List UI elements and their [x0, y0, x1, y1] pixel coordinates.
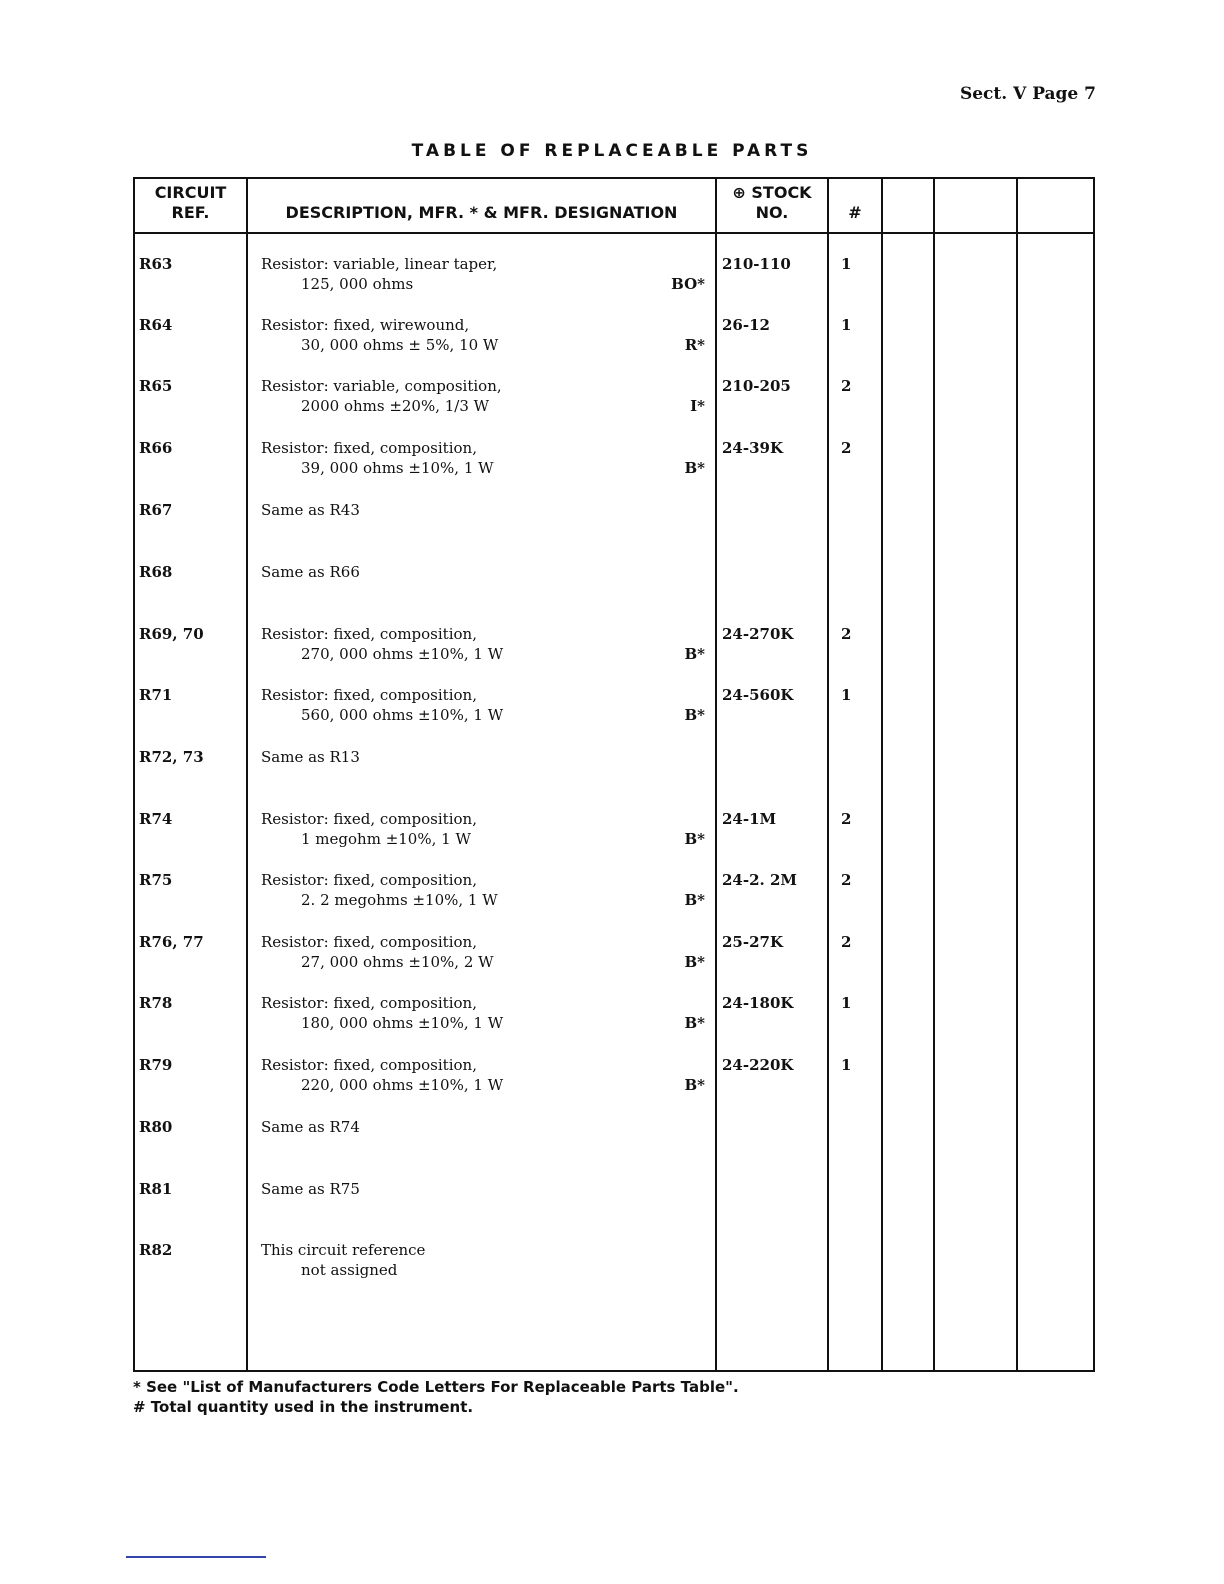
- circuit-ref: R74: [139, 810, 173, 828]
- circuit-ref: R82: [139, 1241, 173, 1259]
- stock-number: 25-27K: [722, 933, 784, 951]
- table-row: [135, 748, 1093, 802]
- quantity: 1: [841, 994, 852, 1012]
- mfr-code: B*: [684, 830, 705, 848]
- stock-number: 24-2. 2M: [722, 871, 798, 889]
- table-row: [135, 871, 1093, 925]
- description-line1: Same as R74: [261, 1118, 360, 1136]
- stock-number: 24-560K: [722, 686, 794, 704]
- table-row: [135, 563, 1093, 617]
- table-row: [135, 1180, 1093, 1234]
- description-line2: 125, 000 ohms: [301, 275, 414, 293]
- description-line1: Resistor: fixed, wirewound,: [261, 316, 470, 334]
- stock-number: 24-1M: [722, 810, 777, 828]
- quantity: 2: [841, 810, 852, 828]
- mfr-code: B*: [684, 1076, 705, 1094]
- page-number: Sect. V Page 7: [959, 84, 1096, 104]
- circuit-ref: R64: [139, 316, 173, 334]
- header-circuit-ref: [135, 183, 246, 223]
- table-row: [135, 1056, 1093, 1110]
- header-description: DESCRIPTION, MFR. * & MFR. DESIGNATION: [285, 203, 678, 222]
- description-line2: not assigned: [301, 1261, 398, 1279]
- table-row: [135, 316, 1093, 370]
- table-row: [135, 1241, 1093, 1295]
- circuit-ref: R80: [139, 1118, 173, 1136]
- circuit-ref: R78: [139, 994, 173, 1012]
- stock-number: 210-205: [722, 377, 791, 395]
- description-line1: Resistor: fixed, composition,: [261, 1056, 477, 1074]
- header-quantity: #: [848, 203, 862, 222]
- description-line2: 1 megohm ±10%, 1 W: [301, 830, 471, 848]
- circuit-ref: R72, 73: [139, 748, 204, 766]
- circuit-ref: R69, 70: [139, 625, 204, 643]
- circuit-ref: R65: [139, 377, 173, 395]
- quantity: 1: [841, 255, 852, 273]
- description-line2: 560, 000 ohms ±10%, 1 W: [301, 706, 504, 724]
- table-row: [135, 1118, 1093, 1172]
- circuit-ref: R79: [139, 1056, 173, 1074]
- description-line1: Resistor: fixed, composition,: [261, 686, 477, 704]
- stock-number: 26-12: [722, 316, 770, 334]
- mfr-code: B*: [684, 953, 705, 971]
- circuit-ref: R81: [139, 1180, 173, 1198]
- table-row: [135, 501, 1093, 555]
- table-row: [135, 686, 1093, 740]
- stock-number: 24-39K: [722, 439, 784, 457]
- stock-number: 24-180K: [722, 994, 794, 1012]
- description-line1: Resistor: variable, linear taper,: [261, 255, 498, 273]
- description-line2: 180, 000 ohms ±10%, 1 W: [301, 1014, 504, 1032]
- header-divider: [135, 232, 1093, 234]
- stock-number: 24-220K: [722, 1056, 794, 1074]
- quantity: 2: [841, 933, 852, 951]
- quantity: 2: [841, 871, 852, 889]
- circuit-ref: R68: [139, 563, 173, 581]
- description-line1: Resistor: fixed, composition,: [261, 871, 477, 889]
- circuit-ref: R75: [139, 871, 173, 889]
- table-row: [135, 994, 1093, 1048]
- description-line1: Resistor: fixed, composition,: [261, 625, 477, 643]
- circuit-ref: R76, 77: [139, 933, 204, 951]
- mfr-code: I*: [690, 397, 705, 415]
- description-line1: Resistor: fixed, composition,: [261, 994, 477, 1012]
- description-line2: 270, 000 ohms ±10%, 1 W: [301, 645, 504, 663]
- table-row: [135, 625, 1093, 679]
- circuit-ref: R63: [139, 255, 173, 273]
- table-row: [135, 377, 1093, 431]
- footnote-quantity: # Total quantity used in the instrument.: [133, 1398, 474, 1416]
- mfr-code: BO*: [671, 275, 705, 293]
- header-stock-line2: NO.: [755, 203, 789, 222]
- stock-number: 210-110: [722, 255, 791, 273]
- description-line2: 2000 ohms ±20%, 1/3 W: [301, 397, 490, 415]
- quantity: 1: [841, 686, 852, 704]
- description-line2: 27, 000 ohms ±10%, 2 W: [301, 953, 494, 971]
- description-line2: 30, 000 ohms ± 5%, 10 W: [301, 336, 499, 354]
- quantity: 2: [841, 625, 852, 643]
- footnote-manufacturer: * See "List of Manufacturers Code Letters For Replaceable Parts Table".: [133, 1378, 739, 1396]
- description-line1: This circuit reference: [261, 1241, 426, 1259]
- description-line2: 39, 000 ohms ±10%, 1 W: [301, 459, 494, 477]
- table-row: [135, 810, 1093, 864]
- table-row: [135, 933, 1093, 987]
- header-ref-line2: REF.: [171, 203, 210, 222]
- circuit-ref: R66: [139, 439, 173, 457]
- mfr-code: B*: [684, 645, 705, 663]
- description-line1: Resistor: fixed, composition,: [261, 933, 477, 951]
- description-line2: 220, 000 ohms ±10%, 1 W: [301, 1076, 504, 1094]
- description-line1: Resistor: fixed, composition,: [261, 439, 477, 457]
- description-line1: Resistor: variable, composition,: [261, 377, 502, 395]
- quantity: 2: [841, 439, 852, 457]
- header-stock-line1: ⊕ STOCK: [732, 183, 812, 202]
- parts-table: [133, 177, 1095, 1372]
- footnotes: [133, 1377, 739, 1417]
- description-line1: Resistor: fixed, composition,: [261, 810, 477, 828]
- table-row: [135, 255, 1093, 309]
- description-line1: Same as R13: [261, 748, 360, 766]
- description-line1: Same as R75: [261, 1180, 360, 1198]
- bottom-rule: [126, 1556, 266, 1558]
- header-ref-line1: CIRCUIT: [154, 183, 227, 202]
- quantity: 1: [841, 316, 852, 334]
- table-row: [135, 439, 1093, 493]
- mfr-code: R*: [684, 336, 705, 354]
- circuit-ref: R67: [139, 501, 173, 519]
- description-line1: Same as R43: [261, 501, 360, 519]
- mfr-code: B*: [684, 891, 705, 909]
- stock-number: 24-270K: [722, 625, 794, 643]
- description-line2: 2. 2 megohms ±10%, 1 W: [301, 891, 498, 909]
- description-line1: Same as R66: [261, 563, 360, 581]
- quantity: 1: [841, 1056, 852, 1074]
- circuit-ref: R71: [139, 686, 173, 704]
- mfr-code: B*: [684, 706, 705, 724]
- document-title: TABLE OF REPLACEABLE PARTS: [411, 141, 813, 161]
- header-stock-no: [717, 183, 827, 223]
- mfr-code: B*: [684, 1014, 705, 1032]
- quantity: 2: [841, 377, 852, 395]
- mfr-code: B*: [684, 459, 705, 477]
